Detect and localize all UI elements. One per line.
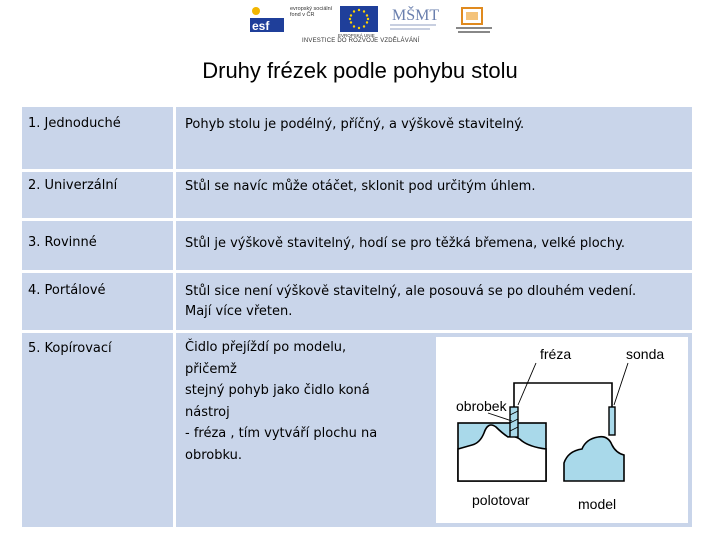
description-line: stejný pohyb jako čidlo koná [185, 383, 370, 398]
description-line: - fréza , tím vytváří plochu na [185, 426, 378, 441]
row-description: Mají více vřeten. [185, 304, 293, 319]
table-row [22, 221, 692, 270]
row-label: 5. Kopírovací [28, 341, 112, 356]
msmt-logo [386, 4, 440, 34]
table-row [22, 107, 692, 169]
row-description [185, 337, 425, 466]
row-description: Stůl sice není výškově stavitelný, ale posouvá se po dlouhém vedení. [185, 284, 637, 299]
row-description: Stůl se navíc může otáčet, sklonit pod určitým úhlem. [185, 179, 536, 194]
row-label: 2. Univerzální [28, 178, 118, 193]
row-description: Pohyb stolu je podélný, příčný, a výškově stavitelný. [185, 117, 525, 132]
table-row [22, 273, 692, 330]
table-row [22, 172, 692, 218]
row-description: Stůl je výškově stavitelný, hodí se pro těžká břemena, velké plochy. [185, 236, 626, 251]
sponsor-logos [248, 2, 494, 46]
svg-text:esf: esf [252, 19, 270, 33]
table-row [22, 333, 692, 527]
milling-types-table [22, 107, 692, 527]
label-sonda: sonda [626, 346, 665, 362]
page-title: Druhy frézek podle pohybu stolu [202, 58, 518, 83]
row-label: 3. Rovinné [28, 235, 97, 250]
column-divider [173, 107, 176, 527]
label-freza: fréza [540, 346, 572, 362]
label-model: model [578, 496, 617, 512]
eu-flag-logo [340, 6, 378, 32]
probe [609, 407, 615, 435]
row-label: 1. Jednoduché [28, 116, 121, 131]
row-label: 4. Portálové [28, 283, 106, 298]
op-vk-logo [454, 6, 494, 36]
description-line: obrobku. [185, 447, 242, 463]
esf-logo-text: evropský sociální fond v ČR [290, 6, 333, 18]
description-line: nástroj [185, 404, 230, 420]
eu-logo-text: EVROPSKÁ UNIE [338, 33, 375, 38]
description-line: přičemž [185, 361, 237, 377]
label-obrobek: obrobek [456, 398, 507, 414]
esf-logo [248, 4, 288, 36]
svg-text:MŠMT: MŠMT [392, 7, 440, 24]
description-line: Čidlo přejíždí po modelu, [185, 340, 347, 355]
copy-milling-diagram [436, 337, 688, 523]
label-polotovar: polotovar [472, 492, 530, 508]
logos-caption: INVESTICE DO ROZVOJE VZDĚLÁVÁNÍ [302, 38, 420, 44]
